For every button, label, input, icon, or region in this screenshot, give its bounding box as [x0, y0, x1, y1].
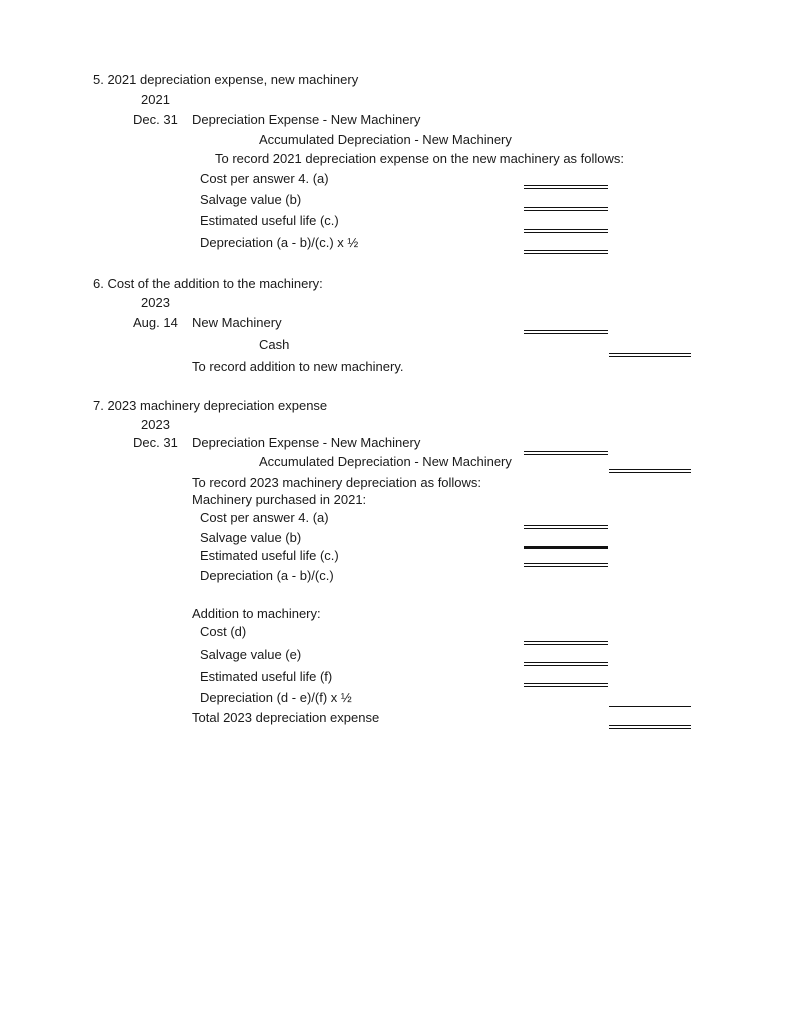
section-5-year: 2021: [141, 92, 170, 107]
section-5-life-rule: [524, 229, 608, 233]
section-5-salvage-rule: [524, 207, 608, 211]
section-7-sub1-cost-rule: [524, 525, 608, 529]
section-5-line-cost: Cost per answer 4. (a): [200, 171, 329, 186]
section-5-line-depreciation: Depreciation (a - b)/(c.) x ½: [200, 235, 359, 250]
section-6-credit-rule: [609, 353, 691, 357]
section-7-credit-rule: [609, 469, 691, 473]
section-7-sub1-life-rule: [524, 563, 608, 567]
section-5-heading: 5. 2021 depreciation expense, new machinery: [93, 72, 359, 87]
section-7-total: Total 2023 depreciation expense: [192, 710, 380, 725]
section-7-sub2-life-rule: [524, 683, 608, 687]
section-5-date: Dec. 31: [133, 112, 178, 127]
section-7-sub1-title: Machinery purchased in 2021:: [192, 492, 367, 507]
section-7-sub1-life: Estimated useful life (c.): [200, 548, 339, 563]
section-7-memo: To record 2023 machinery depreciation as follows:: [192, 475, 482, 490]
section-7-sub2-salvage-rule: [524, 662, 608, 666]
section-7-sub1-depreciation: Depreciation (a - b)/(c.): [200, 568, 334, 583]
section-7-credit-account: Accumulated Depreciation - New Machinery: [259, 454, 512, 469]
section-7-total-rule: [609, 725, 691, 729]
section-7-sub2-depreciation-rule: [609, 706, 691, 707]
section-5-memo: To record 2021 depreciation expense on the new machinery as follows:: [215, 151, 625, 166]
section-5-line-salvage: Salvage value (b): [200, 192, 302, 207]
section-7-date: Dec. 31: [133, 435, 178, 450]
section-5-depreciation-rule: [524, 250, 608, 254]
section-7-sub2-cost-rule: [524, 641, 608, 645]
section-7-sub1-salvage: Salvage value (b): [200, 530, 302, 545]
section-7-sub1-salvage-rule: [524, 546, 608, 549]
section-7-sub2-title: Addition to machinery:: [192, 606, 321, 621]
section-5-credit-account: Accumulated Depreciation - New Machinery: [259, 132, 512, 147]
section-7-debit-rule: [524, 451, 608, 455]
section-6-year: 2023: [141, 295, 170, 310]
section-6-credit-account: Cash: [259, 337, 290, 352]
section-6-memo: To record addition to new machinery.: [192, 359, 404, 374]
section-7-sub2-depreciation: Depreciation (d - e)/(f) x ½: [200, 690, 352, 705]
section-7-heading: 7. 2023 machinery depreciation expense: [93, 398, 328, 413]
section-5-cost-rule: [524, 185, 608, 189]
section-6-date: Aug. 14: [133, 315, 178, 330]
section-5-debit-account: Depreciation Expense - New Machinery: [192, 112, 421, 127]
section-7-sub2-life: Estimated useful life (f): [200, 669, 333, 684]
section-7-sub2-cost: Cost (d): [200, 624, 247, 639]
section-6-heading: 6. Cost of the addition to the machinery:: [93, 276, 323, 291]
section-7-sub1-cost: Cost per answer 4. (a): [200, 510, 329, 525]
section-6-debit-rule: [524, 330, 608, 334]
section-7-debit-account: Depreciation Expense - New Machinery: [192, 435, 421, 450]
section-6-debit-account: New Machinery: [192, 315, 282, 330]
section-7-year: 2023: [141, 417, 170, 432]
section-5-line-life: Estimated useful life (c.): [200, 213, 339, 228]
section-7-sub2-salvage: Salvage value (e): [200, 647, 302, 662]
